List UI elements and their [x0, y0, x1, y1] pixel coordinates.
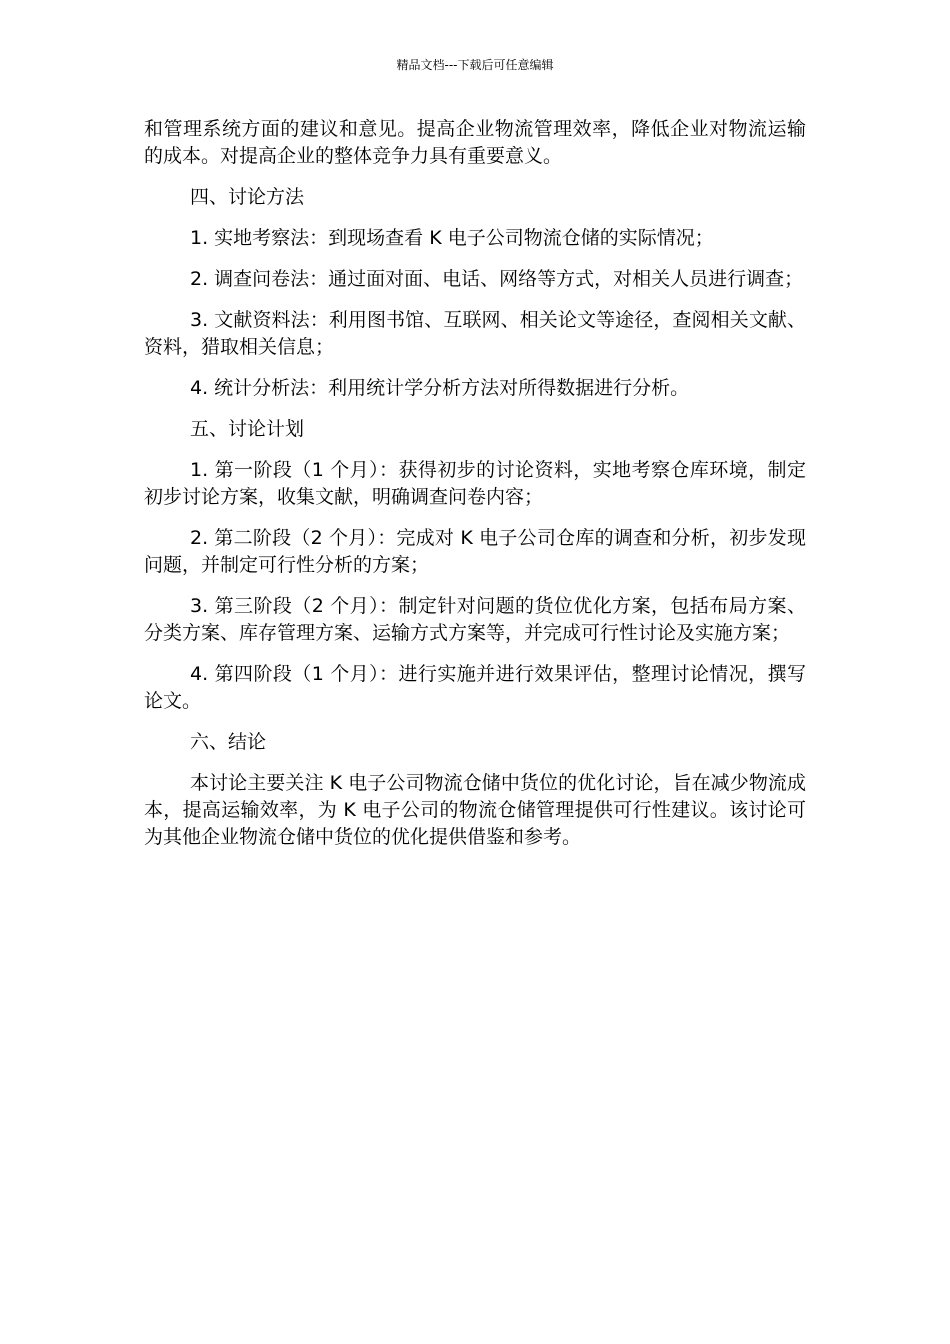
method-item-3: 3. 文献资料法：利用图书馆、互联网、相关论文等途径，查阅相关文献、资料，猎取相关信息；: [144, 309, 806, 358]
method-item-4: 4. 统计分析法：利用统计学分析方法对所得数据进行分析。: [190, 377, 690, 399]
document-body: [144, 116, 806, 865]
section-heading-methods: 四、讨论方法: [190, 186, 305, 208]
page-header: 精品文档---下载后可任意编辑: [396, 58, 554, 72]
plan-item-4: 4. 第四阶段（1 个月）：进行实施并进行效果评估，整理讨论情况，撰写论文。: [144, 663, 806, 712]
method-item-1: 1. 实地考察法：到现场查看 K 电子公司物流仓储的实际情况；: [190, 227, 714, 249]
plan-item-3: 3. 第三阶段（2 个月）：制定针对问题的货位优化方案，包括布局方案、分类方案、库存管理方案、运输方式方案等，并完成可行性讨论及实施方案；: [144, 595, 806, 644]
plan-item-2: 2. 第二阶段（2 个月）：完成对 K 电子公司仓库的调查和分析，初步发现问题，并制定可行性分析的方案；: [144, 527, 806, 576]
plan-item-1: 1. 第一阶段（1 个月）：获得初步的讨论资料，实地考察仓库环境，制定初步讨论方案，收集文献，明确调查问卷内容；: [144, 459, 806, 508]
conclusion-paragraph: 本讨论主要关注 K 电子公司物流仓储中货位的优化讨论，旨在减少物流成本，提高运输效率，为 K 电子公司的物流仓储管理提供可行性建议。该讨论可为其他企业物流仓储中货位的优化提供借鉴和参考。: [144, 772, 806, 848]
method-item-2: 2. 调查问卷法：通过面对面、电话、网络等方式，对相关人员进行调查；: [190, 268, 804, 290]
section-heading-plan: 五、讨论计划: [190, 418, 305, 440]
paragraph-continuation: 和管理系统方面的建议和意见。提高企业物流管理效率，降低企业对物流运输的成本。对提高企业的整体竞争力具有重要意义。: [144, 118, 806, 167]
section-heading-conclusion: 六、结论: [190, 731, 267, 753]
